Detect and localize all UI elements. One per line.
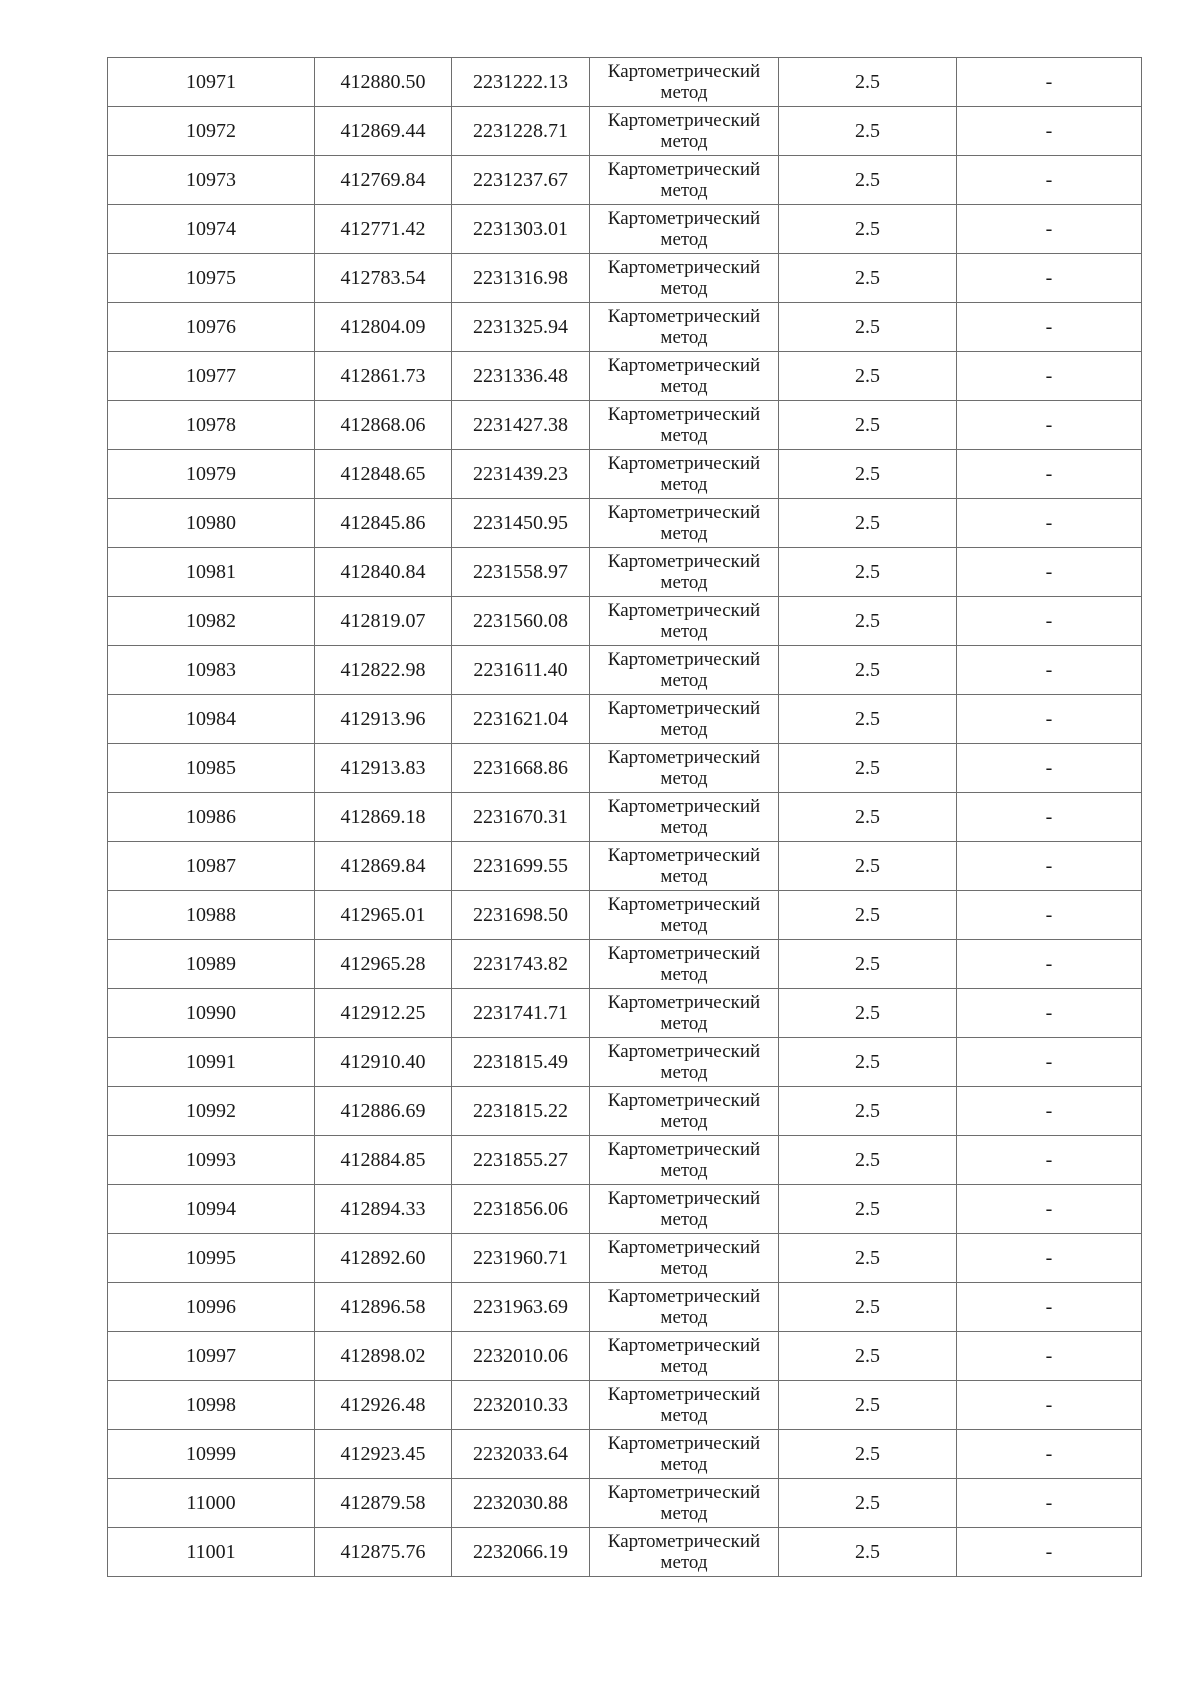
- table-row: [108, 1479, 1142, 1528]
- note-cell: -: [957, 597, 1142, 646]
- method-line-1: Картометрический: [607, 600, 761, 621]
- coordinate-y-cell: 2231960.71: [452, 1234, 590, 1283]
- accuracy-cell: 2.5: [779, 940, 957, 989]
- table-row: [108, 303, 1142, 352]
- method-line-1: Картометрический: [607, 453, 761, 474]
- coordinate-x-cell: 412868.06: [315, 401, 452, 450]
- accuracy-cell: 2.5: [779, 352, 957, 401]
- method-line-2: метод: [660, 278, 708, 299]
- method-cell: [590, 205, 779, 254]
- method-line-1: Картометрический: [607, 257, 761, 278]
- method-line-2: метод: [660, 131, 708, 152]
- method-line-2: метод: [660, 1503, 708, 1524]
- coordinate-x-cell: 412875.76: [315, 1528, 452, 1577]
- method-line-2: метод: [660, 1013, 708, 1034]
- method-cell: [590, 646, 779, 695]
- accuracy-cell: 2.5: [779, 793, 957, 842]
- coordinate-x-cell: 412898.02: [315, 1332, 452, 1381]
- coordinate-x-cell: 412913.83: [315, 744, 452, 793]
- method-line-2: метод: [660, 229, 708, 250]
- coordinate-y-cell: 2231855.27: [452, 1136, 590, 1185]
- note-cell: -: [957, 303, 1142, 352]
- note-cell: -: [957, 989, 1142, 1038]
- coordinate-y-cell: 2231621.04: [452, 695, 590, 744]
- method-cell: [590, 156, 779, 205]
- method-line-1: Картометрический: [607, 1531, 761, 1552]
- coordinate-y-cell: 2231336.48: [452, 352, 590, 401]
- table-row: [108, 499, 1142, 548]
- coordinate-x-cell: 412804.09: [315, 303, 452, 352]
- point-number-cell: 10972: [108, 107, 315, 156]
- point-number-cell: 10975: [108, 254, 315, 303]
- accuracy-cell: 2.5: [779, 989, 957, 1038]
- coordinate-y-cell: 2232030.88: [452, 1479, 590, 1528]
- accuracy-cell: 2.5: [779, 1185, 957, 1234]
- method-cell: [590, 1430, 779, 1479]
- table-row: [108, 1283, 1142, 1332]
- method-cell: [590, 352, 779, 401]
- table-row: [108, 744, 1142, 793]
- accuracy-cell: 2.5: [779, 1528, 957, 1577]
- point-number-cell: 10987: [108, 842, 315, 891]
- coordinate-y-cell: 2231668.86: [452, 744, 590, 793]
- point-number-cell: 10990: [108, 989, 315, 1038]
- table-row: [108, 1136, 1142, 1185]
- note-cell: -: [957, 1528, 1142, 1577]
- method-line-2: метод: [660, 1111, 708, 1132]
- accuracy-cell: 2.5: [779, 1332, 957, 1381]
- coordinate-y-cell: 2231815.22: [452, 1087, 590, 1136]
- method-line-1: Картометрический: [607, 796, 761, 817]
- method-line-1: Картометрический: [607, 1188, 761, 1209]
- coordinate-y-cell: 2231611.40: [452, 646, 590, 695]
- coordinates-table-body: [108, 58, 1142, 1577]
- method-line-2: метод: [660, 964, 708, 985]
- method-cell: [590, 1381, 779, 1430]
- coordinate-y-cell: 2231698.50: [452, 891, 590, 940]
- coordinate-y-cell: 2231743.82: [452, 940, 590, 989]
- point-number-cell: 10982: [108, 597, 315, 646]
- coordinate-x-cell: 412769.84: [315, 156, 452, 205]
- coordinate-x-cell: 412840.84: [315, 548, 452, 597]
- point-number-cell: 10973: [108, 156, 315, 205]
- point-number-cell: 10974: [108, 205, 315, 254]
- method-cell: [590, 303, 779, 352]
- coordinate-y-cell: 2231560.08: [452, 597, 590, 646]
- coordinate-x-cell: 412910.40: [315, 1038, 452, 1087]
- point-number-cell: 10988: [108, 891, 315, 940]
- table-row: [108, 254, 1142, 303]
- method-cell: [590, 58, 779, 107]
- accuracy-cell: 2.5: [779, 646, 957, 695]
- coordinate-x-cell: 412894.33: [315, 1185, 452, 1234]
- method-line-1: Картометрический: [607, 404, 761, 425]
- point-number-cell: 10977: [108, 352, 315, 401]
- coordinate-x-cell: 412845.86: [315, 499, 452, 548]
- method-line-2: метод: [660, 474, 708, 495]
- table-row: [108, 1381, 1142, 1430]
- coordinate-x-cell: 412819.07: [315, 597, 452, 646]
- note-cell: -: [957, 401, 1142, 450]
- coordinate-x-cell: 412912.25: [315, 989, 452, 1038]
- method-line-2: метод: [660, 670, 708, 691]
- coordinate-y-cell: 2231222.13: [452, 58, 590, 107]
- table-row: [108, 842, 1142, 891]
- table-row: [108, 793, 1142, 842]
- coordinate-y-cell: 2231325.94: [452, 303, 590, 352]
- note-cell: -: [957, 58, 1142, 107]
- note-cell: -: [957, 107, 1142, 156]
- point-number-cell: 10989: [108, 940, 315, 989]
- coordinate-y-cell: 2231856.06: [452, 1185, 590, 1234]
- accuracy-cell: 2.5: [779, 1479, 957, 1528]
- method-line-1: Картометрический: [607, 649, 761, 670]
- point-number-cell: 10980: [108, 499, 315, 548]
- note-cell: -: [957, 1381, 1142, 1430]
- method-line-1: Картометрический: [607, 502, 761, 523]
- method-cell: [590, 401, 779, 450]
- note-cell: -: [957, 793, 1142, 842]
- method-line-1: Картометрический: [607, 110, 761, 131]
- point-number-cell: 10993: [108, 1136, 315, 1185]
- note-cell: -: [957, 156, 1142, 205]
- method-line-2: метод: [660, 768, 708, 789]
- method-line-2: метод: [660, 1160, 708, 1181]
- table-row: [108, 548, 1142, 597]
- note-cell: -: [957, 254, 1142, 303]
- method-line-2: метод: [660, 180, 708, 201]
- point-number-cell: 10997: [108, 1332, 315, 1381]
- note-cell: -: [957, 1479, 1142, 1528]
- method-line-2: метод: [660, 376, 708, 397]
- coordinate-x-cell: 412926.48: [315, 1381, 452, 1430]
- method-cell: [590, 499, 779, 548]
- coordinate-x-cell: 412886.69: [315, 1087, 452, 1136]
- table-row: [108, 646, 1142, 695]
- accuracy-cell: 2.5: [779, 597, 957, 646]
- table-row: [108, 107, 1142, 156]
- method-line-2: метод: [660, 1552, 708, 1573]
- table-row: [108, 1430, 1142, 1479]
- note-cell: -: [957, 1283, 1142, 1332]
- table-row: [108, 940, 1142, 989]
- method-cell: [590, 695, 779, 744]
- method-line-1: Картометрический: [607, 208, 761, 229]
- accuracy-cell: 2.5: [779, 548, 957, 597]
- accuracy-cell: 2.5: [779, 156, 957, 205]
- method-line-1: Картометрический: [607, 1041, 761, 1062]
- coordinate-x-cell: 412923.45: [315, 1430, 452, 1479]
- table-row: [108, 989, 1142, 1038]
- coordinate-y-cell: 2231963.69: [452, 1283, 590, 1332]
- method-line-2: метод: [660, 817, 708, 838]
- method-line-1: Картометрический: [607, 1286, 761, 1307]
- coordinate-y-cell: 2232033.64: [452, 1430, 590, 1479]
- coordinate-y-cell: 2231699.55: [452, 842, 590, 891]
- method-cell: [590, 1087, 779, 1136]
- accuracy-cell: 2.5: [779, 1234, 957, 1283]
- accuracy-cell: 2.5: [779, 1087, 957, 1136]
- table-row: [108, 450, 1142, 499]
- coordinate-x-cell: 412880.50: [315, 58, 452, 107]
- accuracy-cell: 2.5: [779, 1038, 957, 1087]
- method-cell: [590, 254, 779, 303]
- coordinate-x-cell: 412869.18: [315, 793, 452, 842]
- accuracy-cell: 2.5: [779, 1430, 957, 1479]
- note-cell: -: [957, 1234, 1142, 1283]
- coordinate-x-cell: 412884.85: [315, 1136, 452, 1185]
- coordinate-y-cell: 2231228.71: [452, 107, 590, 156]
- method-cell: [590, 1185, 779, 1234]
- accuracy-cell: 2.5: [779, 891, 957, 940]
- note-cell: -: [957, 842, 1142, 891]
- method-line-2: метод: [660, 327, 708, 348]
- table-row: [108, 58, 1142, 107]
- point-number-cell: 10992: [108, 1087, 315, 1136]
- method-cell: [590, 1283, 779, 1332]
- method-cell: [590, 107, 779, 156]
- method-cell: [590, 940, 779, 989]
- point-number-cell: 10986: [108, 793, 315, 842]
- coordinate-x-cell: 412892.60: [315, 1234, 452, 1283]
- note-cell: -: [957, 352, 1142, 401]
- method-line-2: метод: [660, 1209, 708, 1230]
- coordinate-y-cell: 2231558.97: [452, 548, 590, 597]
- point-number-cell: 10998: [108, 1381, 315, 1430]
- point-number-cell: 10981: [108, 548, 315, 597]
- coordinate-y-cell: 2231316.98: [452, 254, 590, 303]
- method-cell: [590, 891, 779, 940]
- coordinate-y-cell: 2231741.71: [452, 989, 590, 1038]
- accuracy-cell: 2.5: [779, 303, 957, 352]
- method-line-1: Картометрический: [607, 551, 761, 572]
- method-cell: [590, 1038, 779, 1087]
- method-line-1: Картометрический: [607, 1384, 761, 1405]
- table-row: [108, 1038, 1142, 1087]
- coordinate-x-cell: 412879.58: [315, 1479, 452, 1528]
- point-number-cell: 10999: [108, 1430, 315, 1479]
- method-cell: [590, 744, 779, 793]
- coordinate-x-cell: 412965.28: [315, 940, 452, 989]
- table-row: [108, 1087, 1142, 1136]
- note-cell: -: [957, 1087, 1142, 1136]
- accuracy-cell: 2.5: [779, 1283, 957, 1332]
- method-line-2: метод: [660, 1356, 708, 1377]
- note-cell: -: [957, 499, 1142, 548]
- method-line-1: Картометрический: [607, 1433, 761, 1454]
- table-row: [108, 1528, 1142, 1577]
- point-number-cell: 10996: [108, 1283, 315, 1332]
- point-number-cell: 11000: [108, 1479, 315, 1528]
- method-line-2: метод: [660, 915, 708, 936]
- method-line-1: Картометрический: [607, 1335, 761, 1356]
- coordinate-y-cell: 2231815.49: [452, 1038, 590, 1087]
- method-line-1: Картометрический: [607, 355, 761, 376]
- coordinate-x-cell: 412783.54: [315, 254, 452, 303]
- table-row: [108, 891, 1142, 940]
- note-cell: -: [957, 1136, 1142, 1185]
- point-number-cell: 10995: [108, 1234, 315, 1283]
- coordinate-x-cell: 412913.96: [315, 695, 452, 744]
- accuracy-cell: 2.5: [779, 499, 957, 548]
- point-number-cell: 10983: [108, 646, 315, 695]
- method-line-2: метод: [660, 1405, 708, 1426]
- method-line-1: Картометрический: [607, 1237, 761, 1258]
- method-line-1: Картометрический: [607, 992, 761, 1013]
- accuracy-cell: 2.5: [779, 1136, 957, 1185]
- note-cell: -: [957, 548, 1142, 597]
- method-line-1: Картометрический: [607, 1482, 761, 1503]
- note-cell: -: [957, 450, 1142, 499]
- method-cell: [590, 548, 779, 597]
- accuracy-cell: 2.5: [779, 205, 957, 254]
- note-cell: -: [957, 891, 1142, 940]
- method-line-2: метод: [660, 572, 708, 593]
- point-number-cell: 10984: [108, 695, 315, 744]
- method-line-1: Картометрический: [607, 61, 761, 82]
- method-cell: [590, 1234, 779, 1283]
- accuracy-cell: 2.5: [779, 842, 957, 891]
- method-line-2: метод: [660, 82, 708, 103]
- table-row: [108, 205, 1142, 254]
- accuracy-cell: 2.5: [779, 744, 957, 793]
- coordinate-y-cell: 2231237.67: [452, 156, 590, 205]
- method-line-2: метод: [660, 719, 708, 740]
- note-cell: -: [957, 1185, 1142, 1234]
- method-line-1: Картометрический: [607, 159, 761, 180]
- note-cell: -: [957, 646, 1142, 695]
- table-row: [108, 1332, 1142, 1381]
- coordinate-y-cell: 2232066.19: [452, 1528, 590, 1577]
- coordinate-x-cell: 412869.44: [315, 107, 452, 156]
- method-line-2: метод: [660, 523, 708, 544]
- accuracy-cell: 2.5: [779, 58, 957, 107]
- table-row: [108, 352, 1142, 401]
- coordinate-x-cell: 412822.98: [315, 646, 452, 695]
- coordinate-x-cell: 412869.84: [315, 842, 452, 891]
- method-cell: [590, 842, 779, 891]
- note-cell: -: [957, 695, 1142, 744]
- method-line-1: Картометрический: [607, 747, 761, 768]
- method-cell: [590, 1332, 779, 1381]
- note-cell: -: [957, 744, 1142, 793]
- method-line-1: Картометрический: [607, 943, 761, 964]
- coordinate-y-cell: 2232010.33: [452, 1381, 590, 1430]
- note-cell: -: [957, 1332, 1142, 1381]
- method-line-2: метод: [660, 1454, 708, 1475]
- method-line-2: метод: [660, 866, 708, 887]
- table-row: [108, 156, 1142, 205]
- table-row: [108, 597, 1142, 646]
- coordinate-x-cell: 412896.58: [315, 1283, 452, 1332]
- point-number-cell: 10994: [108, 1185, 315, 1234]
- note-cell: -: [957, 1038, 1142, 1087]
- note-cell: -: [957, 1430, 1142, 1479]
- table-row: [108, 401, 1142, 450]
- coordinate-x-cell: 412861.73: [315, 352, 452, 401]
- coordinate-x-cell: 412771.42: [315, 205, 452, 254]
- table-row: [108, 695, 1142, 744]
- accuracy-cell: 2.5: [779, 1381, 957, 1430]
- method-line-1: Картометрический: [607, 698, 761, 719]
- point-number-cell: 10976: [108, 303, 315, 352]
- method-line-2: метод: [660, 425, 708, 446]
- accuracy-cell: 2.5: [779, 695, 957, 744]
- method-cell: [590, 450, 779, 499]
- coordinate-y-cell: 2232010.06: [452, 1332, 590, 1381]
- coordinate-y-cell: 2231450.95: [452, 499, 590, 548]
- note-cell: -: [957, 940, 1142, 989]
- point-number-cell: 10991: [108, 1038, 315, 1087]
- method-cell: [590, 1136, 779, 1185]
- accuracy-cell: 2.5: [779, 254, 957, 303]
- point-number-cell: 10979: [108, 450, 315, 499]
- point-number-cell: 11001: [108, 1528, 315, 1577]
- coordinate-y-cell: 2231439.23: [452, 450, 590, 499]
- method-cell: [590, 1479, 779, 1528]
- point-number-cell: 10985: [108, 744, 315, 793]
- table-row: [108, 1185, 1142, 1234]
- note-cell: -: [957, 205, 1142, 254]
- coordinate-x-cell: 412848.65: [315, 450, 452, 499]
- table-row: [108, 1234, 1142, 1283]
- method-line-1: Картометрический: [607, 1139, 761, 1160]
- accuracy-cell: 2.5: [779, 450, 957, 499]
- method-line-2: метод: [660, 1258, 708, 1279]
- method-line-1: Картометрический: [607, 306, 761, 327]
- method-cell: [590, 597, 779, 646]
- method-line-1: Картометрический: [607, 894, 761, 915]
- method-line-2: метод: [660, 621, 708, 642]
- coordinates-table: [107, 57, 1142, 1577]
- coordinate-y-cell: 2231303.01: [452, 205, 590, 254]
- method-cell: [590, 989, 779, 1038]
- coordinate-y-cell: 2231427.38: [452, 401, 590, 450]
- method-line-2: метод: [660, 1307, 708, 1328]
- point-number-cell: 10971: [108, 58, 315, 107]
- method-cell: [590, 793, 779, 842]
- method-cell: [590, 1528, 779, 1577]
- coordinate-y-cell: 2231670.31: [452, 793, 590, 842]
- method-line-1: Картометрический: [607, 845, 761, 866]
- point-number-cell: 10978: [108, 401, 315, 450]
- accuracy-cell: 2.5: [779, 107, 957, 156]
- method-line-2: метод: [660, 1062, 708, 1083]
- method-line-1: Картометрический: [607, 1090, 761, 1111]
- coordinate-x-cell: 412965.01: [315, 891, 452, 940]
- accuracy-cell: 2.5: [779, 401, 957, 450]
